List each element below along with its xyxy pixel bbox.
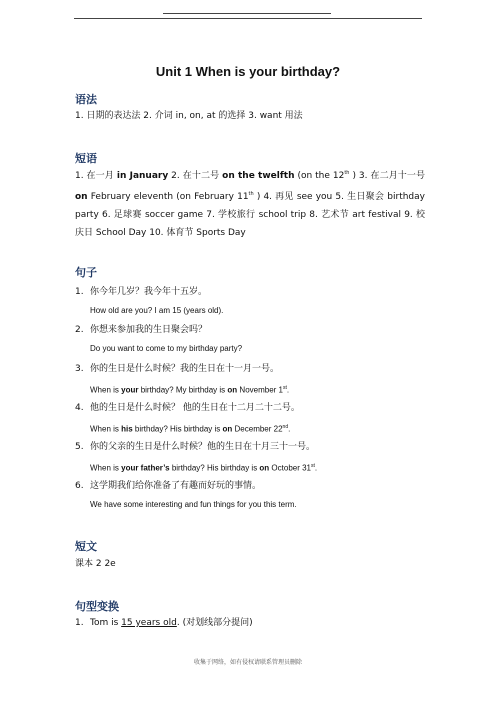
sentence-cn-3: 3. 你的生日是什么时候？我的生日在十一月一号。 [75, 364, 280, 374]
sentences-heading: 句子 [75, 266, 97, 279]
sentence-en-3: When is your birthday? My birthday is on November 1st. [90, 385, 290, 395]
phrases-paragraph: 1. 在一月 in January 2. 在十二号 on the twelfth (on the 12th ) 3. 在二月十一号 on February eleventh (on February 11th ) 4. 再见 see you 5. 生日聚会 birthday party 6. 足球赛 soccer game 7. 学校旅行 school trip 8. 艺术节 art festival 9. 校庆日 School Day 10. 体育节 Sports Day [75, 170, 426, 238]
sentence-en-2: Do you want to come to my birthday party? [90, 344, 243, 353]
sentence-en-5: When is your father’s birthday? His birthday is on October 31st. [90, 463, 318, 473]
sentence-cn-6: 6. 这学期我们给你准备了有趣而好玩的事情。 [75, 481, 262, 491]
page-title: Unit 1 When is your birthday? [155, 64, 341, 79]
transform-item-1: 1. Tom is 15 years old. (对划线部分提问) [75, 618, 253, 628]
sentence-en-6: We have some interesting and fun things for you this term. [90, 500, 297, 509]
sentence-cn-1: 1. 你今年几岁？我今年十五岁。 [75, 287, 208, 297]
grammar-heading: 语法 [75, 93, 97, 106]
header-underline [163, 13, 331, 14]
phrases-heading: 短语 [75, 152, 97, 165]
passage-heading: 短文 [75, 540, 97, 553]
sentence-cn-2: 2. 你想来参加我的生日聚会吗？ [75, 325, 208, 335]
sentence-en-4: When is his birthday? His birthday is on December 22nd. [90, 424, 291, 434]
sentence-cn-4: 4. 他的生日是什么时候？ 他的生日在十二月二十二号。 [75, 403, 300, 413]
page-footer: 收集于网络，如有侵权请联系管理员删除 [193, 659, 302, 666]
grammar-text: 1. 日期的表达法 2. 介词 in, on, at 的选择 3. want 用法 [75, 111, 303, 121]
transform-heading: 句型变换 [75, 600, 119, 613]
sentence-en-1: How old are you? I am 15 (years old). [90, 306, 224, 315]
header-rule [74, 18, 422, 19]
passage-text: 课本 2 2e [75, 559, 116, 569]
sentence-cn-5: 5. 你的父亲的生日是什么时候？他的生日在十月三十一号。 [75, 442, 316, 452]
